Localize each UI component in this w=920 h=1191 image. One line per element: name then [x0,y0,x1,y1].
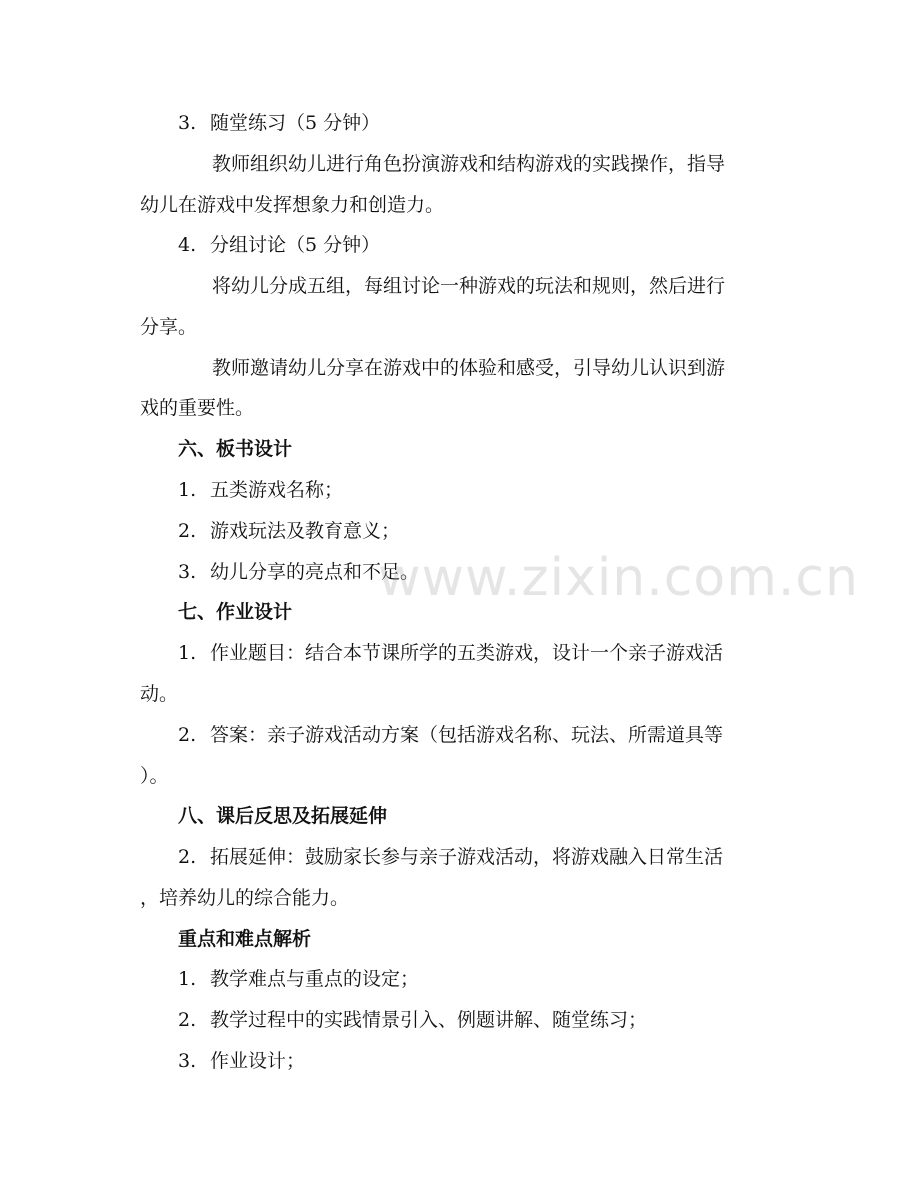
section-heading: 重点和难点解析 [178,928,312,950]
item-number: 2. [178,520,197,542]
item-number: 2. [178,846,197,868]
list-item [0,723,920,747]
list-item [0,845,920,869]
item-text: 作业设计； [210,1050,306,1072]
paragraph-line: 教师邀请幼儿分享在游戏中的体验和感受，引导幼儿认识到游 [212,357,726,379]
paragraph-line: 教师组织幼儿进行角色扮演游戏和结构游戏的实践操作，指导 [212,153,726,175]
watermark: www.zixin.com.cn [378,548,859,608]
item-number: 2. [178,1009,197,1031]
section-heading: 八、课后反思及拓展延伸 [178,805,388,827]
item-number: 1. [178,968,197,990]
list-item [0,478,920,502]
item-text: 游戏玩法及教育意义； [210,520,401,542]
item-text: 拓展延伸：鼓励家长参与亲子游戏活动，将游戏融入日常生活 [210,846,724,868]
item-text: 作业题目：结合本节课所学的五类游戏，设计一个亲子游戏活 [210,642,724,664]
paragraph-line: ）。 [140,765,169,787]
item-number: 3. [178,1050,197,1072]
item-number: 4. [178,234,197,256]
list-item [0,967,920,991]
paragraph-line: 戏的重要性。 [140,397,255,419]
item-number: 1. [178,479,197,501]
list-item [0,641,920,665]
list-item [0,1049,920,1073]
item-text: 随堂练习（5 分钟） [210,112,381,134]
item-number: 1. [178,642,197,664]
paragraph-line: 将幼儿分成五组，每组讨论一种游戏的玩法和规则，然后进行 [212,275,726,297]
item-text: 教学难点与重点的设定； [210,968,420,990]
item-number: 3. [178,561,197,583]
list-item [0,111,920,135]
item-text: 五类游戏名称； [210,479,344,501]
list-item [0,1008,920,1032]
paragraph-line: 动。 [140,683,179,705]
item-number: 2. [178,724,197,746]
item-text: 分组讨论（5 分钟） [210,234,381,256]
section-heading: 六、板书设计 [178,438,293,460]
paragraph-line: 分享。 [140,316,198,338]
list-item [0,519,920,543]
section-heading: 七、作业设计 [178,601,293,623]
paragraph-line: 幼儿在游戏中发挥想象力和创造力。 [140,194,445,216]
item-text: 答案：亲子游戏活动方案（包括游戏名称、玩法、所需道具等 [210,724,724,746]
item-text: 幼儿分享的亮点和不足。 [210,561,420,583]
item-text: 教学过程中的实践情景引入、例题讲解、随堂练习； [210,1009,648,1031]
paragraph-line: ，培养幼儿的综合能力。 [140,887,350,909]
list-item [0,233,920,257]
item-number: 3. [178,112,197,134]
